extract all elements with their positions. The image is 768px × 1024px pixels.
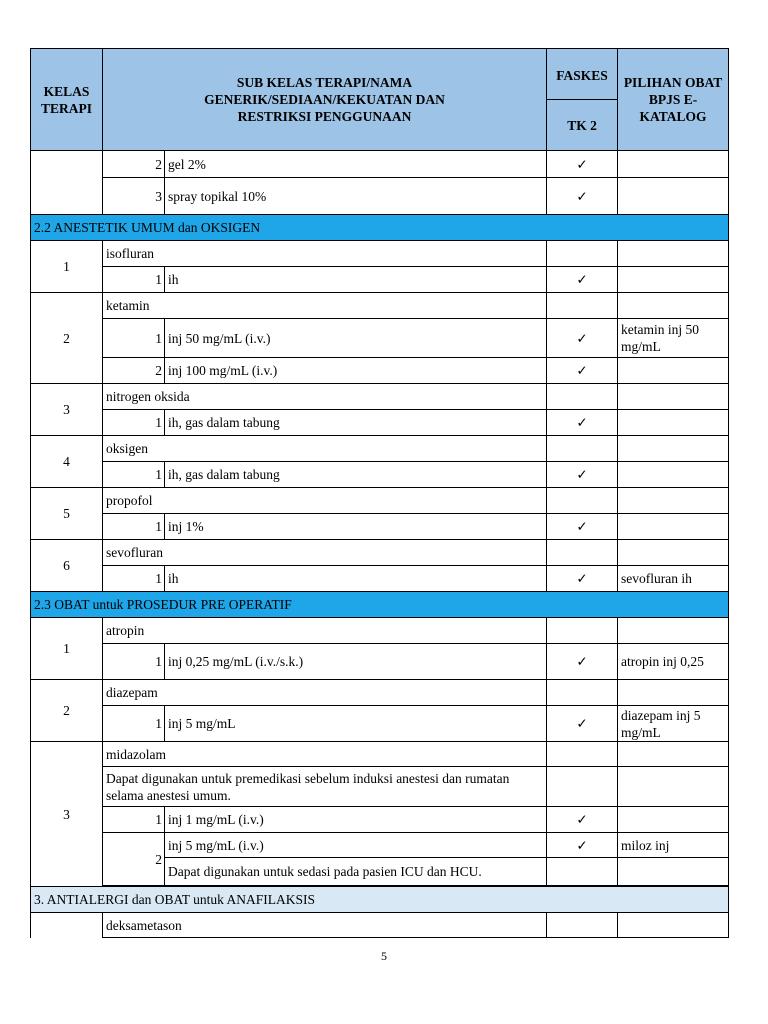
- table-row: [31, 178, 729, 215]
- drug-name: isofluran: [103, 241, 547, 267]
- preparation: ih: [165, 566, 547, 592]
- item-number: 1: [103, 514, 165, 540]
- item-number: 1: [103, 807, 165, 833]
- table-row: [31, 680, 729, 706]
- group-number: 3: [31, 384, 103, 436]
- item-number: 2: [103, 151, 165, 178]
- group-number: 3: [31, 742, 103, 887]
- header-pilihan: PILIHAN OBAT BPJS E-KATALOG: [618, 49, 729, 151]
- katalog-cell: [618, 462, 729, 488]
- item-number: 1: [103, 644, 165, 680]
- table-row: [31, 436, 729, 462]
- check-icon: ✓: [547, 319, 618, 358]
- katalog-cell: miloz inj: [618, 833, 729, 858]
- item-number: 1: [103, 267, 165, 293]
- group-number: 1: [31, 618, 103, 680]
- item-number: 3: [103, 178, 165, 215]
- table-row: [31, 807, 729, 833]
- table-row: [31, 410, 729, 436]
- table-row: [31, 566, 729, 592]
- katalog-cell: [618, 358, 729, 384]
- preparation: inj 100 mg/mL (i.v.): [165, 358, 547, 384]
- drug-name: midazolam: [103, 742, 547, 767]
- item-number: 1: [103, 462, 165, 488]
- header-kelas-terapi: KELAS TERAPI: [31, 49, 103, 151]
- katalog-cell: [618, 410, 729, 436]
- item-number: 1: [103, 566, 165, 592]
- header-sub-kelas: SUB KELAS TERAPI/NAMA GENERIK/SEDIAAN/KEKUATAN DAN RESTRIKSI PENGGUNAAN: [103, 49, 547, 151]
- katalog-cell: [618, 267, 729, 293]
- katalog-cell: sevofluran ih: [618, 566, 729, 592]
- usage-note: Dapat digunakan untuk premedikasi sebelum induksi anestesi dan rumatan selama anestesi umum.: [103, 767, 547, 807]
- table-row: [31, 742, 729, 767]
- table-row: [31, 644, 729, 680]
- item-number: 2: [103, 833, 165, 886]
- table-row: [31, 462, 729, 488]
- katalog-cell: [618, 807, 729, 833]
- table-row: [31, 319, 729, 358]
- check-icon: ✓: [547, 267, 618, 293]
- kelas-cell: [31, 151, 103, 215]
- drug-name: propofol: [103, 488, 547, 514]
- preparation: inj 5 mg/mL: [165, 706, 547, 742]
- preparation: ih, gas dalam tabung: [165, 410, 547, 436]
- table-row: [31, 913, 729, 938]
- katalog-cell: [618, 151, 729, 178]
- table-row: [31, 241, 729, 267]
- check-icon: ✓: [547, 462, 618, 488]
- check-icon: ✓: [547, 807, 618, 833]
- drug-name: oksigen: [103, 436, 547, 462]
- group-number: 6: [31, 540, 103, 592]
- check-icon: ✓: [547, 706, 618, 742]
- preparation: ih, gas dalam tabung: [165, 462, 547, 488]
- usage-note: Dapat digunakan untuk sedasi pada pasien ICU dan HCU.: [165, 858, 547, 886]
- drug-formulary-table: [30, 48, 729, 938]
- katalog-cell: ketamin inj 50 mg/mL: [618, 319, 729, 358]
- section-title: 2.2 ANESTETIK UMUM dan OKSIGEN: [31, 215, 729, 241]
- drug-name: deksametason: [103, 913, 547, 938]
- table-row: [31, 540, 729, 566]
- drug-name: atropin: [103, 618, 547, 644]
- check-icon: ✓: [547, 410, 618, 436]
- check-icon: ✓: [547, 566, 618, 592]
- check-icon: ✓: [547, 514, 618, 540]
- table-row: [31, 618, 729, 644]
- check-icon: ✓: [547, 151, 618, 178]
- check-icon: ✓: [547, 358, 618, 384]
- item-number: 1: [103, 319, 165, 358]
- table-row: [31, 358, 729, 384]
- drug-name: nitrogen oksida: [103, 384, 547, 410]
- preparation: ih: [165, 267, 547, 293]
- preparation: inj 1 mg/mL (i.v.): [165, 807, 547, 833]
- drug-name: ketamin: [103, 293, 547, 319]
- section-title: 2.3 OBAT untuk PROSEDUR PRE OPERATIF: [31, 592, 729, 618]
- drug-name: diazepam: [103, 680, 547, 706]
- preparation: gel 2%: [165, 151, 547, 178]
- table-row: [31, 151, 729, 178]
- header-faskes: FASKES: [547, 49, 618, 100]
- preparation: inj 1%: [165, 514, 547, 540]
- katalog-cell: atropin inj 0,25: [618, 644, 729, 680]
- item-number: 1: [103, 706, 165, 742]
- group-number: 1: [31, 241, 103, 293]
- section-title: 3. ANTIALERGI dan OBAT untuk ANAFILAKSIS: [31, 887, 729, 913]
- table-row: [31, 514, 729, 540]
- preparation: inj 50 mg/mL (i.v.): [165, 319, 547, 358]
- group-number: 4: [31, 436, 103, 488]
- check-icon: ✓: [547, 833, 618, 858]
- table-row: [31, 384, 729, 410]
- group-number: 2: [31, 293, 103, 384]
- preparation: inj 5 mg/mL (i.v.): [165, 833, 547, 858]
- katalog-cell: [618, 178, 729, 215]
- item-number: 2: [103, 358, 165, 384]
- check-icon: ✓: [547, 178, 618, 215]
- table-row: [31, 267, 729, 293]
- table-row: [31, 293, 729, 319]
- table-row: [31, 488, 729, 514]
- group-number: 5: [31, 488, 103, 540]
- katalog-cell: diazepam inj 5 mg/mL: [618, 706, 729, 742]
- table-row: [31, 833, 729, 858]
- header-tk2: TK 2: [547, 100, 618, 151]
- preparation: inj 0,25 mg/mL (i.v./s.k.): [165, 644, 547, 680]
- item-number: 1: [103, 410, 165, 436]
- katalog-cell: [618, 514, 729, 540]
- group-number: 2: [31, 680, 103, 742]
- table-row: [31, 767, 729, 807]
- drug-name: sevofluran: [103, 540, 547, 566]
- page-number: 5: [381, 949, 387, 963]
- table-row: [31, 706, 729, 742]
- check-icon: ✓: [547, 644, 618, 680]
- preparation: spray topikal 10%: [165, 178, 547, 215]
